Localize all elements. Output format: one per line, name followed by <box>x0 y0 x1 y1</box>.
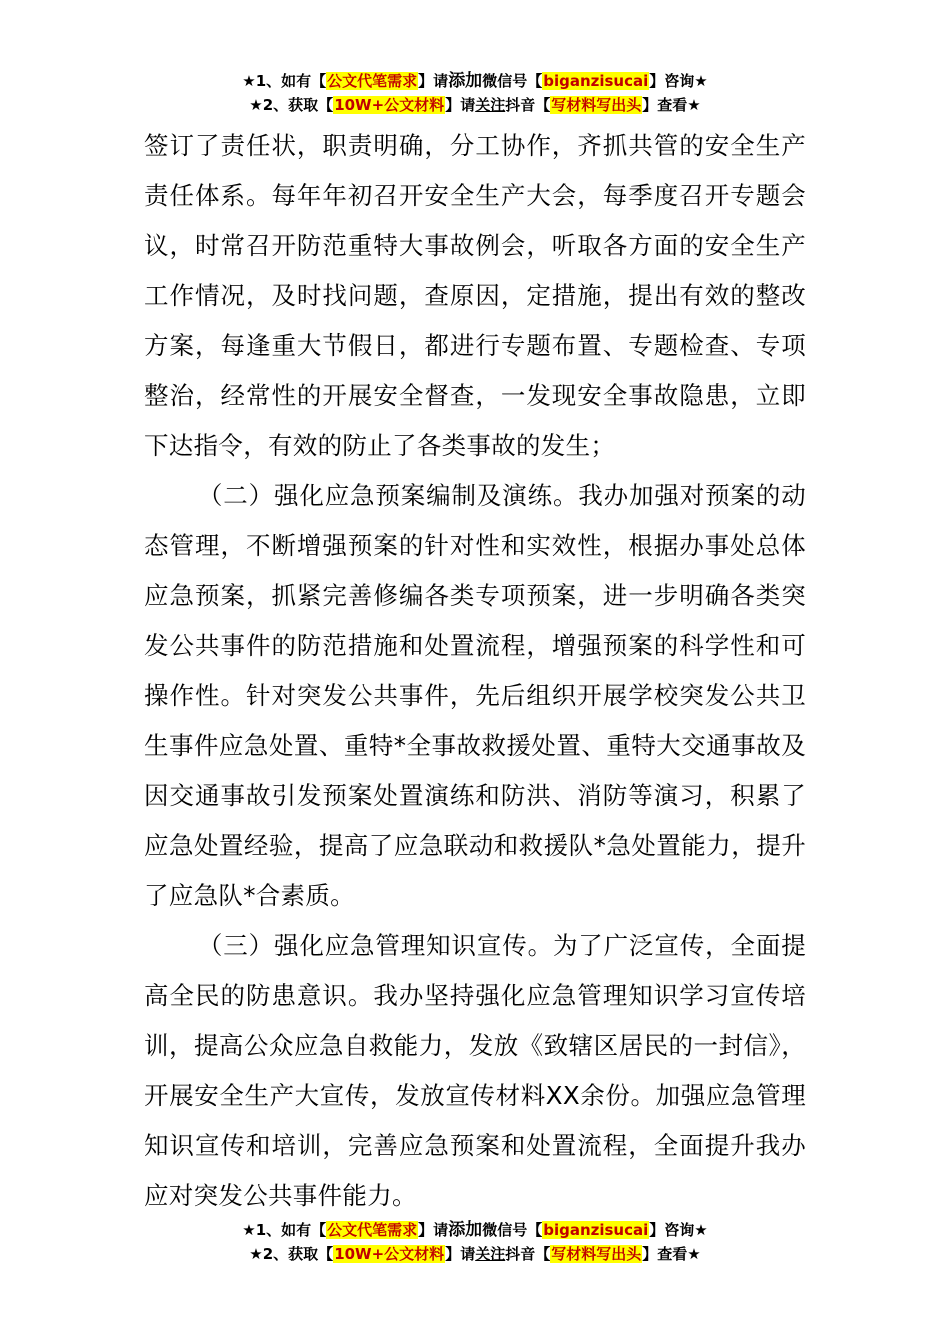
banner-line-1: ★1、如有【公文代笔需求】请添加微信号【biganzisucai】咨询★ <box>242 1220 708 1240</box>
header-banner <box>0 69 950 117</box>
service-highlight: 公文代笔需求 <box>327 1221 418 1239</box>
paragraph-2: （二）强化应急预案编制及演练。我办加强对预案的动态管理，不断增强预案的针对性和实效性，根据办事处总体应急预案，抓紧完善修编各类专项预案，进一步明确各类突发公共事件的防范措施和处置流程，增强预案的科学性和可操作性。针对突发公共事件，先后组织开展学校突发公共卫生事件应急处置、重特*全事故救援处置、重特大交通事故及因交通事故引发预案处置演练和防洪、消防等演习，积累了应急处置经验，提高了应急联动和救援队*急处置能力，提升了应急队*合素质。 <box>144 481 806 910</box>
service-highlight: 公文代笔需求 <box>327 72 418 90</box>
materials-highlight: 10W+公文材料 <box>334 1245 445 1263</box>
douyin-account: 写材料写出头 <box>551 96 642 114</box>
materials-highlight: 10W+公文材料 <box>334 96 445 114</box>
banner-line-2: ★2、获取【10W+公文材料】请关注抖音【写材料写出头】查看★ <box>249 96 701 114</box>
banner-line-1: ★1、如有【公文代笔需求】请添加微信号【biganzisucai】咨询★ <box>242 71 708 91</box>
banner-line-2: ★2、获取【10W+公文材料】请关注抖音【写材料写出头】查看★ <box>249 1245 701 1263</box>
wechat-id: biganzisucai <box>543 72 649 90</box>
douyin-account: 写材料写出头 <box>551 1245 642 1263</box>
wechat-id: biganzisucai <box>543 1221 649 1239</box>
document-body <box>144 121 806 1221</box>
paragraph-3: （三）强化应急管理知识宣传。为了广泛宣传，全面提高全民的防患意识。我办坚持强化应急管理知识学习宣传培训，提高公众应急自救能力，发放《致辖区居民的一封信》，开展安全生产大宣传，发放宣传材料XX余份。加强应急管理知识宣传和培训，完善应急预案和处置流程，全面提升我办应对突发公共事件能力。 <box>144 931 806 1210</box>
paragraph-1: 签订了责任状，职责明确，分工协作，齐抓共管的安全生产责任体系。每年年初召开安全生产大会，每季度召开专题会议，时常召开防范重特大事故例会，听取各方面的安全生产工作情况，及时找问题，查原因，定措施，提出有效的整改方案，每逢重大节假日，都进行专题布置、专题检查、专项整治，经常性的开展安全督查，一发现安全事故隐患，立即下达指令，有效的防止了各类事故的发生； <box>144 131 806 460</box>
footer-banner <box>0 1218 950 1266</box>
